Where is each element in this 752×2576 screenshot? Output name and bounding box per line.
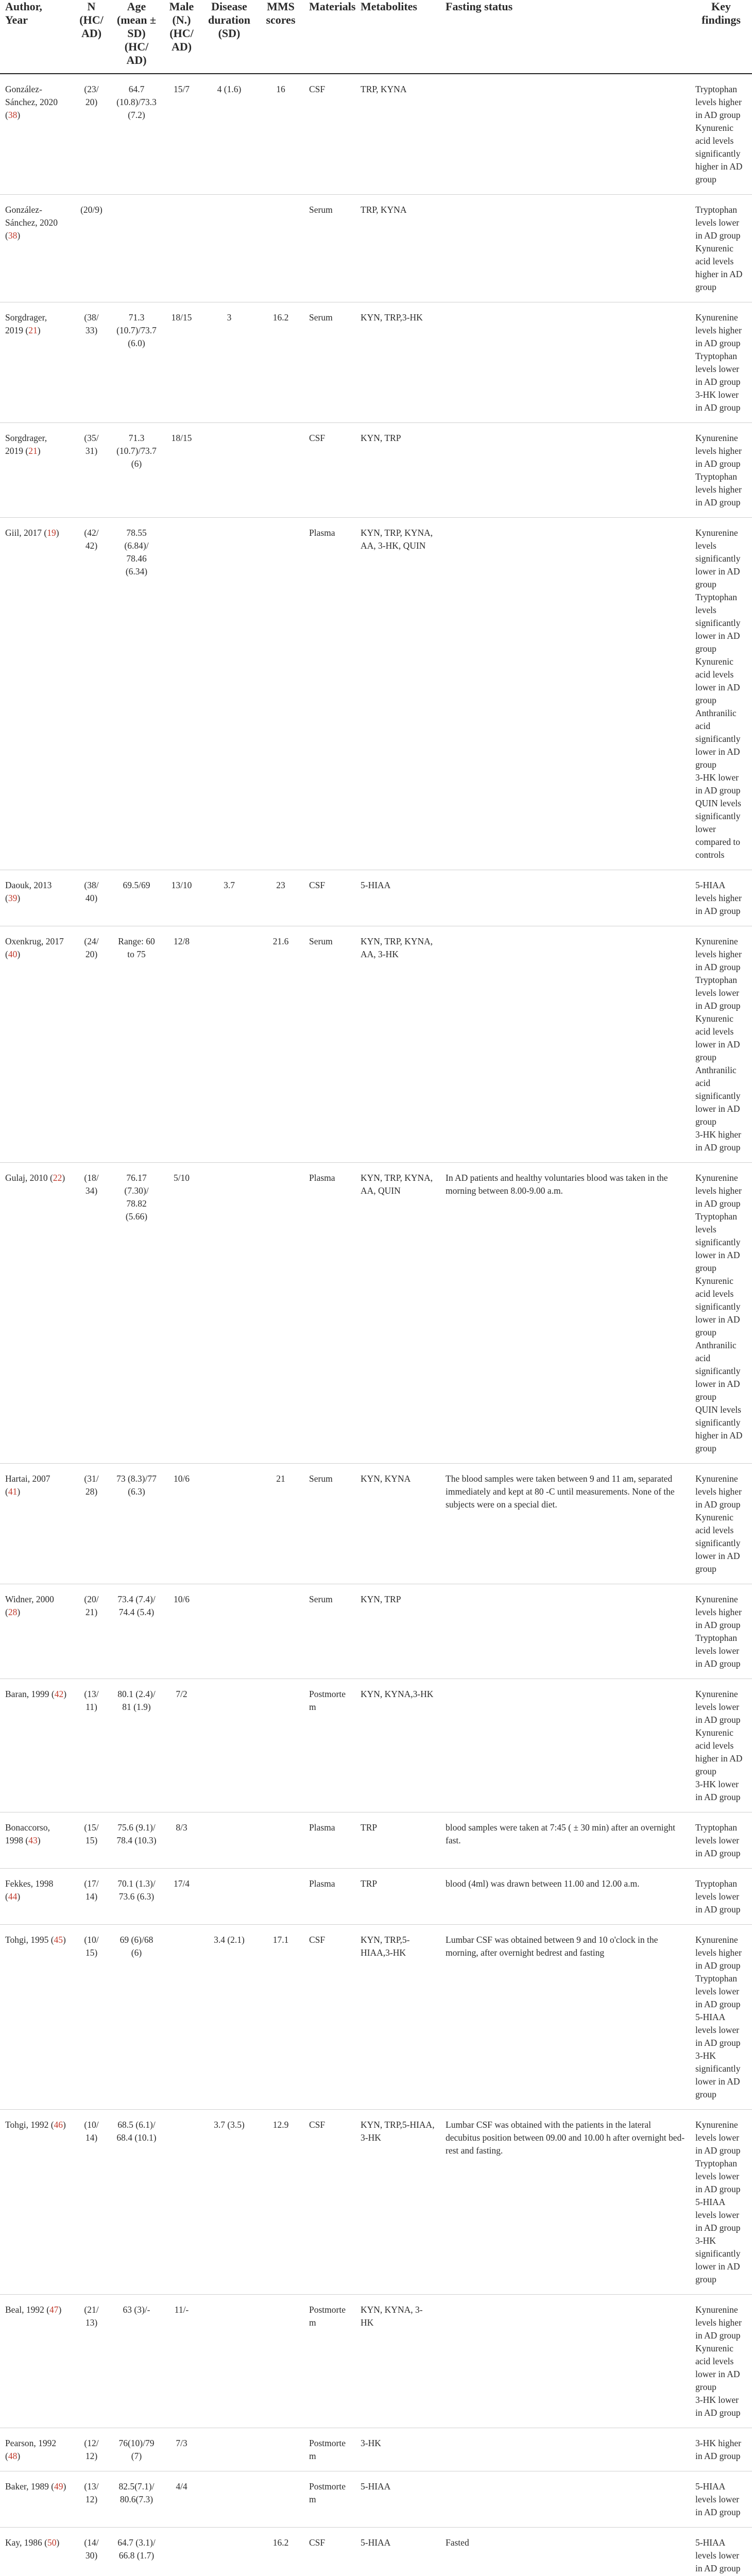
mms-cell: 16.2 (258, 2528, 304, 2576)
findings-cell: Tryptophan levels higher in AD group Kynurenic acid levels significantly higher in AD group (690, 74, 752, 195)
reference-link[interactable]: 44 (8, 1891, 18, 1902)
fasting-cell (440, 518, 690, 870)
mms-cell: 23 (258, 870, 304, 926)
male-cell: 8/3 (162, 1812, 201, 1869)
materials-cell: Serum (304, 1584, 355, 1679)
materials-cell: Postmortem (304, 2471, 355, 2528)
materials-cell: Postmortem (304, 1679, 355, 1812)
male-cell (162, 2528, 201, 2576)
table-row (0, 1812, 752, 1869)
mms-cell (258, 195, 304, 302)
findings-cell: Tryptophan levels lower in AD group (690, 1812, 752, 1869)
age-cell: 76(10)/79 (7) (111, 2428, 162, 2471)
table-row (0, 518, 752, 870)
duration-cell (201, 2471, 258, 2528)
metabolites-cell: KYN, TRP,5-HIAA,3-HK (355, 1925, 440, 2110)
n-cell: (12/ 12) (72, 2428, 111, 2471)
metabolites-cell: KYN, TRP,3-HK (355, 302, 440, 423)
mms-cell (258, 2471, 304, 2528)
metabolites-cell: 5-HIAA (355, 2528, 440, 2576)
n-cell: (20/9) (72, 195, 111, 302)
duration-cell (201, 423, 258, 518)
findings-cell: Kynurenine levels higher in AD group Tryptophan levels lower in AD group (690, 1584, 752, 1679)
mms-cell: 16 (258, 74, 304, 195)
fasting-cell (440, 1679, 690, 1812)
male-cell: 10/6 (162, 1584, 201, 1679)
n-cell: (21/ 13) (72, 2295, 111, 2428)
male-cell: 15/7 (162, 74, 201, 195)
materials-cell: CSF (304, 2528, 355, 2576)
author-cell: Widner, 2000 (28) (0, 1584, 72, 1679)
duration-cell: 3.4 (2.1) (201, 1925, 258, 2110)
duration-cell (201, 1869, 258, 1925)
author-text: Hartai, 2007 ( (5, 1473, 50, 1497)
duration-cell (201, 1584, 258, 1679)
reference-link[interactable]: 43 (28, 1835, 38, 1845)
mms-cell (258, 2295, 304, 2428)
duration-cell: 3.7 (3.5) (201, 2110, 258, 2295)
male-cell: 13/10 (162, 870, 201, 926)
materials-cell: Plasma (304, 1812, 355, 1869)
male-cell (162, 1925, 201, 2110)
col-n: N (HC/ AD) (72, 0, 111, 74)
age-cell: 80.1 (2.4)/ 81 (1.9) (111, 1679, 162, 1812)
age-cell: 82.5(7.1)/ 80.6(7.3) (111, 2471, 162, 2528)
duration-cell (201, 2528, 258, 2576)
materials-cell: Serum (304, 926, 355, 1163)
col-metabolites: Metabolites (355, 0, 440, 74)
materials-cell: CSF (304, 74, 355, 195)
materials-cell: Plasma (304, 518, 355, 870)
col-age: Age (mean ± SD) (HC/ AD) (111, 0, 162, 74)
findings-cell: 5-HIAA levels lower in AD group (690, 2528, 752, 2576)
mms-cell (258, 2428, 304, 2471)
author-cell: Giil, 2017 (19) (0, 518, 72, 870)
author-cell: Beal, 1992 (47) (0, 2295, 72, 2428)
age-cell: 64.7 (10.8)/73.3 (7.2) (111, 74, 162, 195)
reference-link[interactable]: 21 (28, 325, 38, 335)
table-row (0, 870, 752, 926)
findings-cell: 3-HK higher in AD group (690, 2428, 752, 2471)
metabolites-cell: TRP (355, 1869, 440, 1925)
author-text: Sorgdrager, 2019 ( (5, 312, 47, 335)
reference-link[interactable]: 46 (54, 2120, 63, 2130)
male-cell: 17/4 (162, 1869, 201, 1925)
author-cell: Daouk, 2013 (39) (0, 870, 72, 926)
author-text: González-Sánchez, 2020 ( (5, 84, 58, 120)
table-row (0, 2110, 752, 2295)
author-cell: Oxenkrug, 2017 (40) (0, 926, 72, 1163)
header-row (0, 0, 752, 74)
n-cell: (15/ 15) (72, 1812, 111, 1869)
findings-cell: 5-HIAA levels higher in AD group (690, 870, 752, 926)
reference-link[interactable]: 41 (8, 1486, 18, 1497)
table-row (0, 2295, 752, 2428)
materials-cell: Postmortem (304, 2428, 355, 2471)
age-cell: 76.17 (7.30)/ 78.82 (5.66) (111, 1163, 162, 1464)
male-cell: 7/2 (162, 1679, 201, 1812)
table-row (0, 2471, 752, 2528)
author-text: Daouk, 2013 ( (5, 880, 52, 903)
duration-cell (201, 1679, 258, 1812)
reference-link[interactable]: 19 (47, 528, 56, 538)
fasting-cell: blood samples were taken at 7:45 ( ± 30 min) after an overnight fast. (440, 1812, 690, 1869)
mms-cell (258, 1584, 304, 1679)
n-cell: (23/ 20) (72, 74, 111, 195)
fasting-cell (440, 195, 690, 302)
materials-cell: CSF (304, 870, 355, 926)
findings-cell: Kynurenine levels lower in AD group Tryptophan levels lower in AD group 5-HIAA levels lower in AD group 3-HK significantly lower in AD group (690, 2110, 752, 2295)
n-cell: (24/ 20) (72, 926, 111, 1163)
reference-link[interactable]: 21 (28, 446, 38, 456)
metabolites-cell: KYN, TRP (355, 1584, 440, 1679)
age-cell: 70.1 (1.3)/ 73.6 (6.3) (111, 1869, 162, 1925)
materials-cell: Serum (304, 1464, 355, 1584)
col-duration: Disease duration (SD) (201, 0, 258, 74)
author-text: Baker, 1989 ( (5, 2481, 55, 2492)
author-cell: Bonaccorso, 1998 (43) (0, 1812, 72, 1869)
n-cell: (18/ 34) (72, 1163, 111, 1464)
mms-cell: 12.9 (258, 2110, 304, 2295)
findings-cell: Kynurenine levels higher in AD group Kynurenic acid levels significantly lower in AD group (690, 1464, 752, 1584)
author-text: Gulaj, 2010 ( (5, 1173, 53, 1183)
table-row (0, 1679, 752, 1812)
author-cell: González-Sánchez, 2020 (38) (0, 195, 72, 302)
materials-cell: Serum (304, 195, 355, 302)
n-cell: (13/ 11) (72, 1679, 111, 1812)
reference-link[interactable]: 38 (8, 230, 18, 241)
n-cell: (17/ 14) (72, 1869, 111, 1925)
table-row (0, 423, 752, 518)
n-cell: (35/ 31) (72, 423, 111, 518)
materials-cell: CSF (304, 1925, 355, 2110)
male-cell (162, 195, 201, 302)
table-row (0, 1464, 752, 1584)
age-cell: Range: 60 to 75 (111, 926, 162, 1163)
duration-cell (201, 2428, 258, 2471)
table-row (0, 302, 752, 423)
table-row (0, 2528, 752, 2576)
col-findings: Key findings (690, 0, 752, 74)
table-row (0, 74, 752, 195)
fasting-cell (440, 1584, 690, 1679)
n-cell: (20/ 21) (72, 1584, 111, 1679)
fasting-cell (440, 2471, 690, 2528)
author-text: Beal, 1992 ( (5, 2304, 50, 2315)
metabolites-cell: TRP (355, 1812, 440, 1869)
age-cell: 69.5/69 (111, 870, 162, 926)
table-row (0, 1925, 752, 2110)
author-text: Widner, 2000 ( (5, 1594, 54, 1617)
reference-link[interactable]: 40 (8, 949, 18, 959)
age-cell (111, 195, 162, 302)
age-cell: 78.55 (6.84)/ 78.46 (6.34) (111, 518, 162, 870)
author-text: Oxenkrug, 2017 ( (5, 936, 64, 959)
materials-cell: Plasma (304, 1163, 355, 1464)
reference-link[interactable]: 39 (8, 893, 18, 903)
fasting-cell: The blood samples were taken between 9 and 11 am, separated immediately and kept at 80 -C until measurements. None of the subjects were on a special diet. (440, 1464, 690, 1584)
duration-cell (201, 1812, 258, 1869)
mms-cell (258, 1812, 304, 1869)
metabolites-cell: 5-HIAA (355, 2471, 440, 2528)
col-fasting: Fasting status (440, 0, 690, 74)
author-text: Bonaccorso, 1998 ( (5, 1822, 50, 1845)
metabolites-cell: KYN, TRP (355, 423, 440, 518)
findings-cell: Tryptophan levels lower in AD group Kynurenic acid levels higher in AD group (690, 195, 752, 302)
mms-cell (258, 1163, 304, 1464)
author-cell: Tohgi, 1995 (45) (0, 1925, 72, 2110)
table-row (0, 1584, 752, 1679)
author-cell: Baker, 1989 (49) (0, 2471, 72, 2528)
n-cell: (14/ 30) (72, 2528, 111, 2576)
duration-cell (201, 2295, 258, 2428)
materials-cell: Plasma (304, 1869, 355, 1925)
reference-link[interactable]: 48 (8, 2451, 18, 2461)
materials-cell: Serum (304, 302, 355, 423)
author-text: Kay, 1986 ( (5, 2537, 47, 2548)
fasting-cell (440, 870, 690, 926)
male-cell: 11/- (162, 2295, 201, 2428)
findings-cell: Kynurenine levels higher in AD group Tryptophan levels higher in AD group (690, 423, 752, 518)
fasting-cell: In AD patients and healthy voluntaries blood was taken in the morning between 8.00-9.00 a.m. (440, 1163, 690, 1464)
metabolites-cell: KYN, TRP, KYNA, AA, 3-HK, QUIN (355, 518, 440, 870)
findings-cell: Kynurenine levels higher in AD group Tryptophan levels lower in AD group Kynurenic acid levels lower in AD group Anthranilic acid significantly lower in AD group 3-HK higher in AD group (690, 926, 752, 1163)
fasting-cell (440, 423, 690, 518)
materials-cell: CSF (304, 423, 355, 518)
age-cell: 64.7 (3.1)/ 66.8 (1.7) (111, 2528, 162, 2576)
findings-cell: Kynurenine levels significantly lower in AD group Tryptophan levels significantly lower in AD group Kynurenic acid levels lower in AD group Anthranilic acid significantly lower in AD group 3-HK lower in AD group QUIN levels significantly lower compared to controls (690, 518, 752, 870)
fasting-cell: Fasted (440, 2528, 690, 2576)
duration-cell (201, 195, 258, 302)
col-male: Male (N.) (HC/ AD) (162, 0, 201, 74)
male-cell: 7/3 (162, 2428, 201, 2471)
n-cell: (31/ 28) (72, 1464, 111, 1584)
metabolites-cell: KYN, TRP,5-HIAA, 3-HK (355, 2110, 440, 2295)
fasting-cell: Lumbar CSF was obtained with the patients in the lateral decubitus position between 09.00 and 10.00 h after overnight bed-rest and fasting. (440, 2110, 690, 2295)
male-cell: 12/8 (162, 926, 201, 1163)
findings-cell: Tryptophan levels lower in AD group (690, 1869, 752, 1925)
n-cell: (10/ 15) (72, 1925, 111, 2110)
reference-link[interactable]: 42 (54, 1689, 64, 1699)
materials-cell: CSF (304, 2110, 355, 2295)
findings-cell: Kynurenine levels higher in AD group Tryptophan levels lower in AD group 5-HIAA levels lower in AD group 3-HK significantly lower in AD group (690, 1925, 752, 2110)
author-cell: Hartai, 2007 (41) (0, 1464, 72, 1584)
author-text: González-Sánchez, 2020 ( (5, 205, 58, 241)
fasting-cell: Lumbar CSF was obtained between 9 and 10 o'clock in the morning, after overnight bedrest and fasting (440, 1925, 690, 2110)
fasting-cell (440, 2428, 690, 2471)
male-cell (162, 2110, 201, 2295)
age-cell: 71.3 (10.7)/73.7 (6) (111, 423, 162, 518)
findings-cell: Kynurenine levels higher in AD group Tryptophan levels lower in AD group 3-HK lower in AD group (690, 302, 752, 423)
age-cell: 73 (8.3)/77 (6.3) (111, 1464, 162, 1584)
table-row (0, 195, 752, 302)
male-cell: 10/6 (162, 1464, 201, 1584)
metabolites-cell: KYN, TRP, KYNA, AA, 3-HK (355, 926, 440, 1163)
author-text: Fekkes, 1998 ( (5, 1878, 54, 1902)
table-row (0, 1163, 752, 1464)
reference-link[interactable]: 45 (54, 1935, 63, 1945)
metabolites-cell: 5-HIAA (355, 870, 440, 926)
col-mms: MMS scores (258, 0, 304, 74)
mms-cell (258, 518, 304, 870)
author-cell: Sorgdrager, 2019 (21) (0, 302, 72, 423)
male-cell (162, 518, 201, 870)
author-text: Pearson, 1992 ( (5, 2438, 57, 2461)
author-cell: Pearson, 1992 (48) (0, 2428, 72, 2471)
fasting-cell: blood (4ml) was drawn between 11.00 and 12.00 a.m. (440, 1869, 690, 1925)
male-cell: 4/4 (162, 2471, 201, 2528)
age-cell: 69 (6)/68 (6) (111, 1925, 162, 2110)
author-cell: Fekkes, 1998 (44) (0, 1869, 72, 1925)
mms-cell: 21 (258, 1464, 304, 1584)
duration-cell (201, 518, 258, 870)
duration-cell (201, 1464, 258, 1584)
col-author: Author, Year (0, 0, 72, 74)
mms-cell: 16.2 (258, 302, 304, 423)
metabolites-cell: TRP, KYNA (355, 74, 440, 195)
age-cell: 73.4 (7.4)/ 74.4 (5.4) (111, 1584, 162, 1679)
findings-cell: 5-HIAA levels lower in AD group (690, 2471, 752, 2528)
author-cell: Gulaj, 2010 (22) (0, 1163, 72, 1464)
age-cell: 63 (3)/- (111, 2295, 162, 2428)
author-text: Giil, 2017 ( (5, 528, 47, 538)
author-text: Tohgi, 1995 ( (5, 1935, 54, 1945)
age-cell: 68.5 (6.1)/ 68.4 (10.1) (111, 2110, 162, 2295)
author-cell: Kay, 1986 (50) (0, 2528, 72, 2576)
duration-cell: 4 (1.6) (201, 74, 258, 195)
findings-cell: Kynurenine levels higher in AD group Tryptophan levels significantly lower in AD group Kynurenic acid levels significantly lower in AD group Anthranilic acid significantly lower in AD group QUIN levels significantly higher in AD group (690, 1163, 752, 1464)
reference-link[interactable]: 22 (53, 1173, 62, 1183)
mms-cell: 21.6 (258, 926, 304, 1163)
fasting-cell (440, 926, 690, 1163)
mms-cell (258, 1679, 304, 1812)
table-row (0, 1869, 752, 1925)
findings-cell: Kynurenine levels higher in AD group Kynurenic acid levels lower in AD group 3-HK lower in AD group (690, 2295, 752, 2428)
male-cell: 18/15 (162, 302, 201, 423)
metabolites-cell: KYN, KYNA,3-HK (355, 1679, 440, 1812)
reference-link[interactable]: 47 (49, 2304, 59, 2315)
n-cell: (38/ 40) (72, 870, 111, 926)
n-cell: (13/ 12) (72, 2471, 111, 2528)
metabolites-cell: 3-HK (355, 2428, 440, 2471)
duration-cell: 3.7 (201, 870, 258, 926)
age-cell: 71.3 (10.7)/73.7 (6.0) (111, 302, 162, 423)
mms-cell: 17.1 (258, 1925, 304, 2110)
male-cell: 18/15 (162, 423, 201, 518)
author-cell: González-Sánchez, 2020 (38) (0, 74, 72, 195)
duration-cell (201, 926, 258, 1163)
reference-link[interactable]: 38 (8, 110, 18, 120)
fasting-cell (440, 302, 690, 423)
fasting-cell (440, 2295, 690, 2428)
materials-cell: Postmortem (304, 2295, 355, 2428)
author-cell: Sorgdrager, 2019 (21) (0, 423, 72, 518)
reference-link[interactable]: 28 (8, 1607, 18, 1617)
reference-link[interactable]: 49 (54, 2481, 63, 2492)
metabolites-cell: KYN, KYNA (355, 1464, 440, 1584)
author-cell: Tohgi, 1992 (46) (0, 2110, 72, 2295)
metabolites-cell: KYN, KYNA, 3-HK (355, 2295, 440, 2428)
metabolites-cell: KYN, TRP, KYNA, AA, QUIN (355, 1163, 440, 1464)
duration-cell (201, 1163, 258, 1464)
author-text: Sorgdrager, 2019 ( (5, 433, 47, 456)
male-cell: 5/10 (162, 1163, 201, 1464)
reference-link[interactable]: 50 (47, 2537, 57, 2548)
fasting-cell (440, 74, 690, 195)
duration-cell: 3 (201, 302, 258, 423)
n-cell: (10/ 14) (72, 2110, 111, 2295)
table-row (0, 926, 752, 1163)
author-text: Baran, 1999 ( (5, 1689, 55, 1699)
n-cell: (42/ 42) (72, 518, 111, 870)
table-row (0, 2428, 752, 2471)
metabolites-cell: TRP, KYNA (355, 195, 440, 302)
mms-cell (258, 1869, 304, 1925)
author-text: Tohgi, 1992 ( (5, 2120, 54, 2130)
author-cell: Baran, 1999 (42) (0, 1679, 72, 1812)
age-cell: 75.6 (9.1)/ 78.4 (10.3) (111, 1812, 162, 1869)
findings-cell: Kynurenine levels lower in AD group Kynurenic acid levels higher in AD group 3-HK lower in AD group (690, 1679, 752, 1812)
mms-cell (258, 423, 304, 518)
n-cell: (38/ 33) (72, 302, 111, 423)
col-materials: Materials (304, 0, 355, 74)
